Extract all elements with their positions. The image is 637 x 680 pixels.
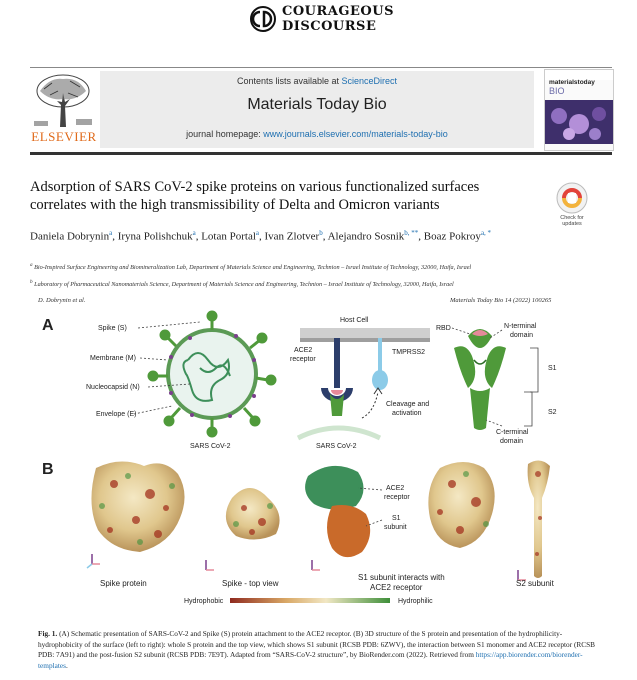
journal-cover-art-icon	[545, 70, 613, 150]
cover-title: materialstoday	[549, 79, 595, 86]
virion-caption: SARS CoV-2	[190, 443, 231, 450]
affiliation-mark: b	[30, 279, 33, 285]
hydrophobicity-scale-bar	[230, 598, 390, 603]
journal-title: Materials Today Bio	[247, 96, 387, 113]
journal-homepage-line	[100, 129, 534, 139]
author-affiliation-mark: b, **	[404, 229, 419, 237]
legend-hydrophilic: Hydrophilic	[398, 598, 433, 605]
tmprss2-label: TMPRSS2	[392, 349, 426, 356]
author-name[interactable]: Lotan Portal	[201, 230, 256, 243]
author-affiliation-mark: a, *	[480, 229, 492, 237]
site-banner	[0, 0, 637, 40]
spike-protein-schematic-icon	[454, 329, 506, 430]
running-head-authors: D. Dobrynin et al.	[38, 297, 86, 304]
running-head-citation: Materials Today Bio 14 (2022) 100265	[450, 297, 552, 304]
article-title: Adsorption of SARS CoV-2 spike proteins on various functionalized surfaces correlates with the high transmissibility of Delta and Omicron variants	[30, 179, 480, 213]
label-spike: Spike (S)	[98, 325, 127, 332]
affiliation-a	[30, 261, 570, 272]
affiliation-b	[30, 278, 570, 289]
author-affiliation-mark: a	[192, 229, 196, 237]
s1-sub-label-1: S1	[392, 515, 401, 522]
homepage-prefix: journal homepage:	[186, 129, 264, 139]
check-label-line-2: updates	[562, 221, 582, 227]
ace2-label: ACE2	[294, 347, 313, 354]
virus-label: SARS CoV-2	[316, 443, 357, 450]
contents-line	[100, 76, 534, 86]
caption-spike-top: Spike - top view	[222, 579, 279, 588]
caption-s1-line-2: ACE2 receptor	[370, 583, 423, 592]
journal-cover	[544, 69, 614, 151]
nterm-label-1: N-terminal	[504, 323, 537, 330]
author-affiliation-mark: a	[109, 229, 113, 237]
brand-line-1: COURAGEOUS	[282, 4, 394, 19]
author-list: Daniela Dobrynin$^a$, Iryna Polishchuk$^a$, Lotan Portal$^a$, Ivan Zlotver$^b$, Alejandro Sosnik$^{b, **}$, Boaz Pokroy$^{a, *}$	[30, 229, 492, 243]
header-rule-bottom	[30, 152, 612, 155]
spike-protein-surface-icon	[87, 461, 185, 568]
homepage-link[interactable]: www.journals.elsevier.com/materials-today-bio	[263, 129, 448, 139]
author-affiliation-mark: b	[319, 229, 323, 237]
caption-link[interactable]: https://app.biorender.com/biorender-templates	[38, 650, 583, 670]
hydrophobicity-legend	[184, 598, 433, 605]
ace2-b-label-1: ACE2	[386, 485, 405, 492]
cleavage-label-2: activation	[392, 410, 422, 417]
s2-label: S2	[548, 409, 557, 416]
s1-label: S1	[548, 365, 557, 372]
cleavage-label-1: Cleavage and	[386, 401, 430, 408]
host-cell-label: Host Cell	[340, 317, 369, 324]
figure-caption	[38, 629, 604, 671]
publisher-name: ELSEVIER	[31, 129, 97, 144]
cterm-label-1: C-terminal	[496, 429, 529, 436]
header-rule-top	[30, 67, 612, 68]
s2-subunit-surface-icon	[518, 460, 550, 580]
ace2-b-label-2: receptor	[384, 494, 410, 501]
nterm-label-2: domain	[510, 332, 533, 339]
cover-subtitle: BIO	[549, 86, 565, 96]
caption-s2: S2 subunit	[516, 579, 554, 588]
affiliation-text: Bio-Inspired Surface Engineering and Biomineralization Lab, Department of Materials Science and Engineering, Technion – Israel Institute of Technology, 32000, Haifa, Israel	[34, 264, 472, 272]
host-cell-membrane-icon	[300, 328, 430, 342]
caption-label: Fig. 1.	[38, 629, 58, 638]
check-for-updates-icon[interactable]	[555, 181, 589, 215]
sciencedirect-link[interactable]: ScienceDirect	[341, 76, 398, 86]
s1-surface-icon	[428, 462, 494, 548]
affiliation-text: Laboratory of Pharmaceutical Nanomaterials Science, Department of Materials Science and Engineering, Technion – Israel Institute of Technology, 32000, Haifa, Israel	[34, 281, 454, 289]
brand-line-2: DISCOURSE	[282, 19, 377, 34]
author-name[interactable]: Ivan Zlotver	[264, 230, 320, 243]
spike-top-view-surface-icon	[206, 488, 280, 570]
panel-a-label: A	[42, 317, 54, 334]
author-name[interactable]: Boaz Pokroy	[423, 230, 481, 243]
sars-cov-2-virion-icon	[149, 312, 275, 436]
label-membrane: Membrane (M)	[90, 355, 136, 362]
author-name[interactable]: Alejandro Sosnik	[327, 230, 405, 243]
author-name[interactable]: Daniela Dobrynin	[30, 230, 110, 243]
check-for-updates-label	[548, 215, 596, 227]
author-name[interactable]: Iryna Polishchuk	[117, 230, 193, 243]
s1-ace2-complex-icon	[305, 466, 370, 570]
ace2-sub-label: receptor	[290, 356, 316, 363]
elsevier-tree-logo-icon	[30, 71, 96, 129]
check-label-line-1: Check for	[560, 215, 584, 221]
label-nucleocapsid: Nucleocapsid (N)	[86, 384, 140, 391]
caption-end: .	[65, 660, 68, 670]
ace2-receptor-icon	[321, 338, 353, 402]
rbd-label: RBD	[436, 325, 451, 332]
caption-s1-line-1: S1 subunit interacts with	[358, 573, 445, 582]
contents-prefix: Contents lists available at	[236, 76, 342, 86]
cterm-label-2: domain	[500, 438, 523, 445]
figure-1	[40, 308, 600, 626]
legend-hydrophobic: Hydrophobic	[184, 598, 224, 605]
s1-sub-label-2: subunit	[384, 524, 407, 531]
tmprss2-icon	[372, 338, 388, 390]
caption-text: (A) Schematic presentation of SARS-CoV-2 and Spike (S) protein attachment to the ACE2 receptor. (B) 3D structure of the S protein and presentation of the hydrophilicity-hydrophobicity of the surface (left to right): whole S protein and the top view, which shows S1 subunit (RCSB PDB: 6ZWV), the interaction between S1 monomer and ACE2 receptor (RCSB PDB: 7A91) and the post-fusion S2 subunit (RCSB PDB: 7E9T). Adapted from “SARS-CoV-2 structure”, by BioRender.com (2022). Retrieved from	[38, 629, 596, 659]
author-affiliation-mark: a	[255, 229, 259, 237]
courageous-discourse-logo-icon	[250, 6, 276, 32]
label-envelope: Envelope (E)	[96, 411, 137, 418]
panel-b-label: B	[42, 461, 54, 478]
affiliation-mark: a	[30, 262, 33, 268]
caption-spike-protein: Spike protein	[100, 579, 147, 588]
